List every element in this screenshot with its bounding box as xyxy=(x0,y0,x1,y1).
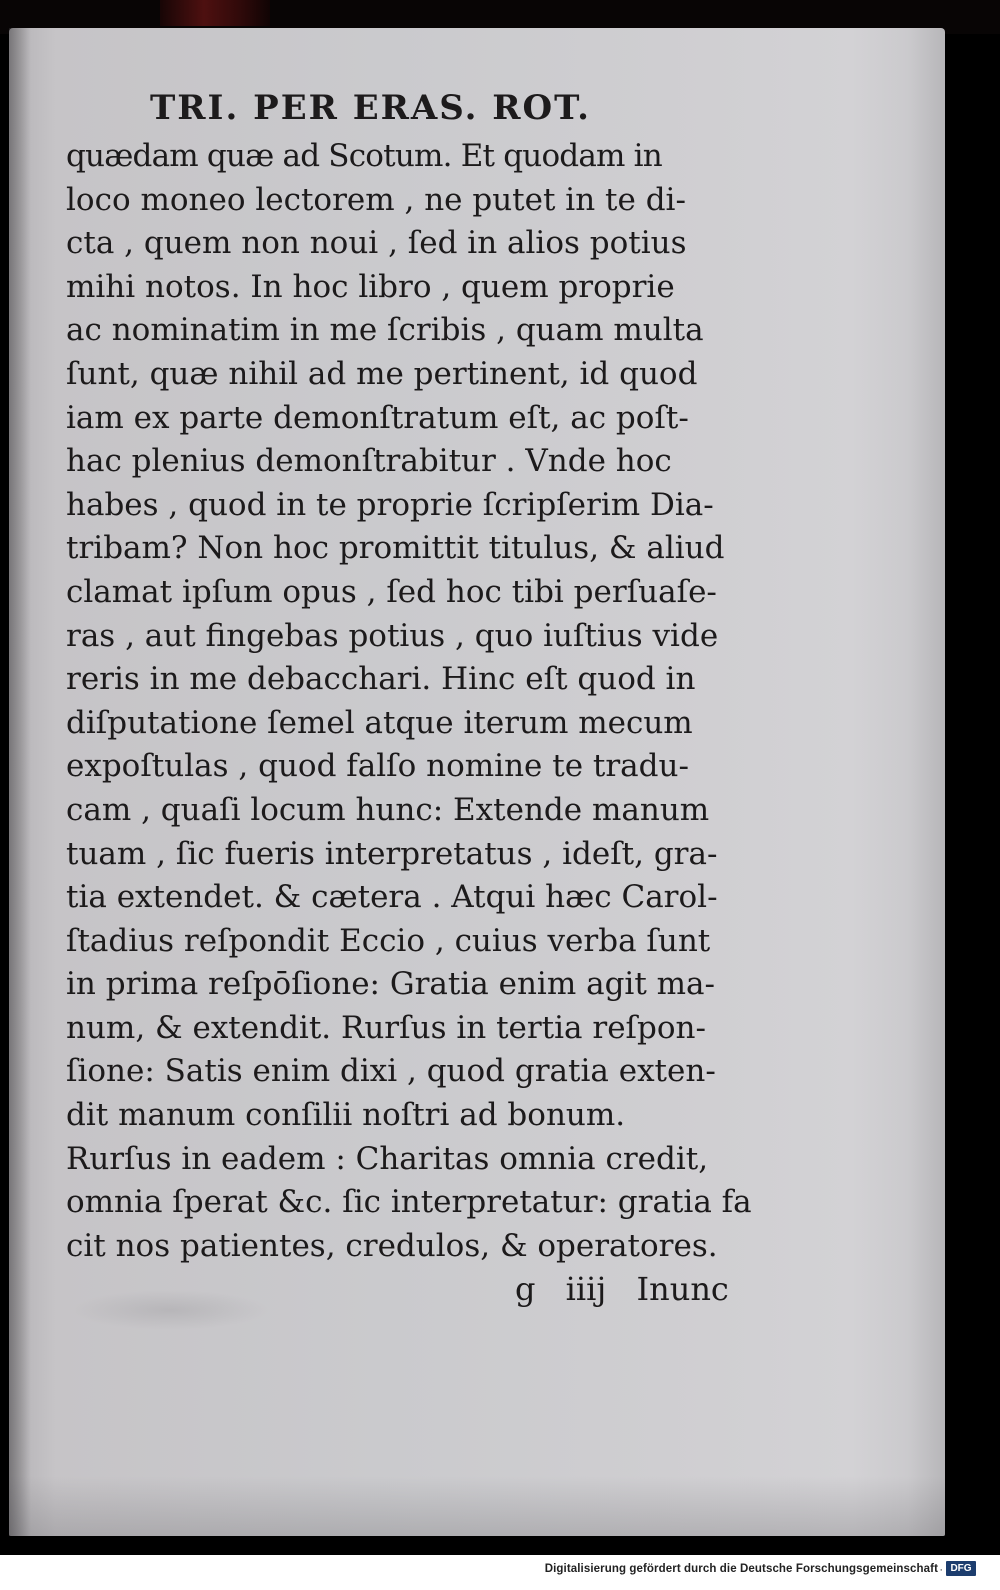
ink-bleed-through xyxy=(70,1290,270,1330)
funding-credit: Digitalisierung gefördert durch die Deutsche Forschungsgemeinschaft xyxy=(544,1563,938,1575)
text-line: quædam quæ ad Scotum. Et quodam in xyxy=(66,138,662,174)
text-line: in prima reſpōſione: Gratia enim agit ma‐ xyxy=(66,966,716,1003)
signature-line xyxy=(515,1270,775,1318)
text-line: diſputatione ſemel atque iterum mecum xyxy=(66,704,693,741)
text-line: tia extendet. & cætera . Atqui hæc Carol‐ xyxy=(66,879,718,916)
folio-number: iiij xyxy=(565,1270,607,1308)
text-line: habes , quod in te proprie ſcripſerim Dia‐ xyxy=(66,486,714,523)
text-line: hac plenius demonſtrabitur . Vnde hoc xyxy=(66,443,672,480)
dfg-logo: DFG xyxy=(946,1561,976,1576)
text-line: ſtadius reſpondit Eccio , cuius verba ſunt xyxy=(66,922,711,959)
running-head: TRI. PER ERAS. ROT. xyxy=(150,88,591,128)
text-line: omnia ſperat &c. ſic interpretatur: gratia fa xyxy=(66,1184,752,1221)
catchword: Inunc xyxy=(636,1270,729,1308)
binding-edge xyxy=(160,0,270,26)
gutter-shadow xyxy=(9,28,31,1536)
text-line: loco moneo lectorem , ne putet in te di‐ xyxy=(66,181,686,218)
text-line: cit nos patientes, credulos, & operatores. xyxy=(66,1227,718,1264)
text-line: clamat ipſum opus , ſed hoc tibi perſuaſe‐ xyxy=(66,573,717,610)
text-line: ſione: Satis enim dixi , quod gratia exten‐ xyxy=(66,1053,716,1090)
digitization-footer xyxy=(0,1555,1000,1590)
text-line: Rurſus in eadem : Charitas omnia credit, xyxy=(66,1140,709,1177)
text-line: ſunt, quæ nihil ad me pertinent, id quod xyxy=(66,355,698,392)
body-text xyxy=(66,135,766,1268)
text-line: ac nominatim in me ſcribis , quam multa xyxy=(66,312,704,349)
signature-mark: g xyxy=(515,1270,536,1308)
text-line: tribam? Non hoc promittit titulus, & aliud xyxy=(66,530,725,567)
text-line: num, & extendit. Rurſus in tertia reſpon‐ xyxy=(66,1009,706,1046)
text-line: cam , quaſi locum hunc: Extende manum xyxy=(66,791,710,828)
text-line: expoſtulas , quod falſo nomine te tradu‐ xyxy=(66,748,689,785)
text-line: cta , quem non noui , ſed in alios potius xyxy=(66,225,687,262)
text-line: ras , aut fingebas potius , quo iuſtius vide xyxy=(66,617,719,654)
text-line: mihi notos. In hoc libro , quem proprie xyxy=(66,268,675,305)
text-line: tuam , ſic fueris interpretatus , ideſt, gra‐ xyxy=(66,835,718,872)
text-line: reris in me debacchari. Hinc eſt quod in xyxy=(66,661,696,698)
text-line: dit manum conſilii noſtri ad bonum. xyxy=(66,1097,626,1134)
text-line: iam ex parte demonſtratum eſt, ac poſt‐ xyxy=(66,399,689,436)
footer-separator: · xyxy=(939,1564,943,1576)
